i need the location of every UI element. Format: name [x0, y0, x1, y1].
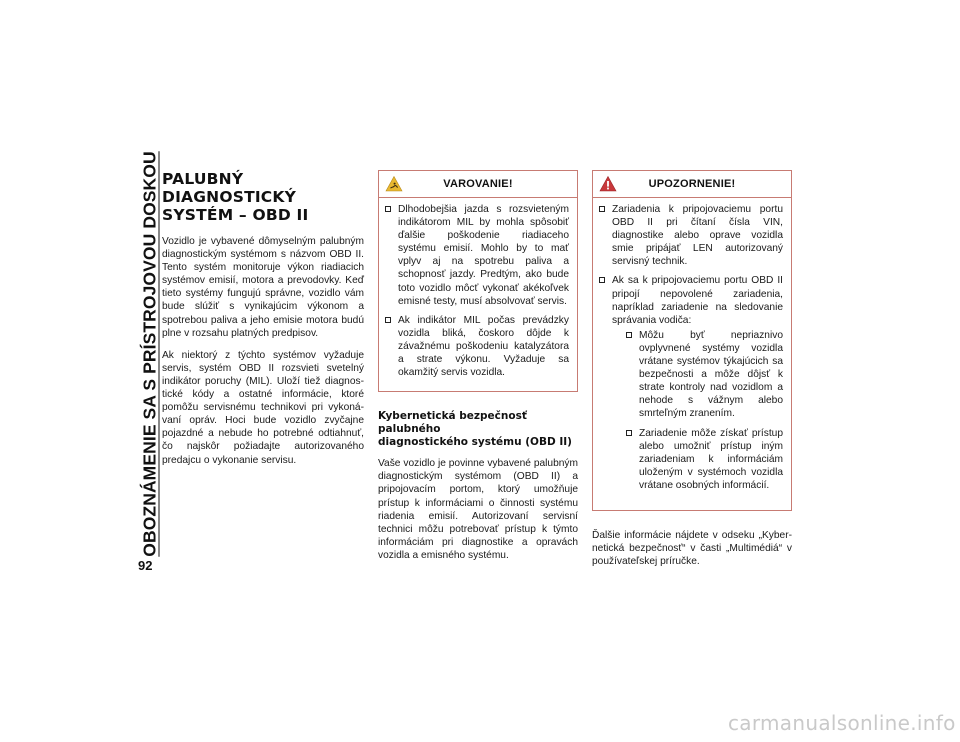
caution-box-header [593, 171, 791, 198]
chapter-side-title-text: OBOZNÁMENIE SA S PRÍSTROJOVOU DOSKOU [139, 151, 160, 557]
column-3 [592, 170, 792, 577]
page-number: 92 [138, 558, 153, 573]
square-bullet-icon [599, 206, 608, 212]
caution-box-body [593, 198, 791, 510]
warning-triangle-icon [385, 175, 403, 193]
column-1 [162, 170, 364, 476]
square-bullet-icon [385, 206, 394, 212]
chapter-side-title [138, 151, 162, 557]
list-item-text [612, 274, 783, 498]
caution-box-title: UPOZORNENIE! [648, 178, 736, 190]
list-item [599, 274, 783, 498]
list-item [599, 203, 783, 268]
watermark-text: carmanualsonline.info [728, 711, 956, 735]
caution-triangle-icon [599, 175, 617, 193]
column-2 [378, 170, 578, 571]
list-item [385, 314, 569, 379]
sub-list-item-text: Zariadenie môže získať prístup alebo umožniť prístup iným zariadeniam k informáciám uloženým v systémoch vozidla vrátane osobných informácií. [639, 427, 783, 491]
warning-box [378, 170, 578, 392]
list-item-text: Ak indikátor MIL počas prevádzky vozidla bliká, čoskoro dôjde k závažnému poškodeniu katalyzátora a strate výkonu. Vyžaduje sa okamžitý servis vozidla. [398, 314, 569, 379]
sub-list-item [626, 427, 783, 492]
square-bullet-icon [626, 332, 635, 338]
square-bullet-icon [385, 317, 394, 323]
list-item-text: Zariadenia k pripojovaciemu portu OBD II pri čítaní čísla VIN, diagnostike alebo oprave vozidla smie pripájať LEN autorizovaný servisný technik. [612, 204, 783, 268]
list-item-text: Dlhodobejšia jazda s rozsvieteným indikátorom MIL by mohla spôsobiť ďalšie poškodenie riadiaceho systému emisií. Mohlo by to mať vplyv aj na spotrebu paliva a schopnosť jazdy. Predtým, ako bude toto vozidlo môcť vykonať akékoľvek emisné testy, musí absolvovať servis. [398, 204, 569, 307]
paragraph-more-info: Ďalšie informácie nájdete v odseku „Kybernetická bezpečnosť“ v časti „Multimédiá“ v používateľskej príručke. [592, 529, 792, 568]
square-bullet-icon [599, 277, 608, 283]
caution-box [592, 170, 792, 511]
subsection-heading: Kybernetická bezpečnosť palubného diagnostického systému (OBD II) [378, 410, 572, 449]
paragraph-cybersecurity: Vaše vozidlo je povinne vybavené palubným diagnostickým systémom (OBD II) a pripojovacím portom, ktorý umožňuje prístup k informáciami o činnosti systému riadenia emisií. Autorizovaní servisní technici môžu potrebovať prístup k týmto informáciám pri diagnostike a opravách vozidla a emisného systému. [378, 458, 578, 561]
list-item [385, 203, 569, 308]
sub-list [612, 329, 783, 492]
list-item-lead-text: Ak sa k pripojovaciemu portu OBD II pripojí nepovolené zariadenia, napríklad zariadenie na sledovanie správania vodiča: [612, 275, 783, 326]
section-heading: PALUBNÝ DIAGNOSTICKÝ SYSTÉM – OBD II [162, 170, 309, 224]
square-bullet-icon [626, 430, 635, 436]
sub-list-item [626, 329, 783, 421]
warning-box-header [379, 171, 577, 198]
warning-box-title: VAROVANIE! [443, 178, 513, 190]
paragraph-obd-intro: Vozidlo je vybavené dômyselným palubným diagnostickým systémom s názvom OBD II. Tento systém monitoruje výkon riadiacich systémov emisií, motora a prevodovky. Keď tieto systémy fungujú správne, vozidlo vám bude slúžiť s vynikajúcim výkonom a spotrebou paliva a jeho emisie motora budú plne v rozsahu platných predpisov. [162, 236, 364, 339]
sub-list-item-text: Môžu byť nepriaznivo ovplyvnené systémy vozidla vrátane systémov týkajúcich sa bezpečnosti a môže dôjsť k strate kontroly nad vozidlom a nehode s vážnym alebo smrteľným zranením. [639, 329, 783, 420]
warning-box-body [379, 198, 577, 391]
paragraph-obd-service: Ak niektorý z týchto systémov vyžaduje servis, systém OBD II rozsvieti svetelný indikátor poruchy (MIL). Uloží tiež diagnostické kódy a ostatné informácie, ktoré pomôžu servisnému technikovi pri vykonávaní opráv. Hoci bude vozidlo zvyčajne pojazdné a nebude ho potrebné odtiahnuť, čo najskôr požiadajte autorizovaného predajcu o vykonanie servisu. [162, 349, 364, 466]
